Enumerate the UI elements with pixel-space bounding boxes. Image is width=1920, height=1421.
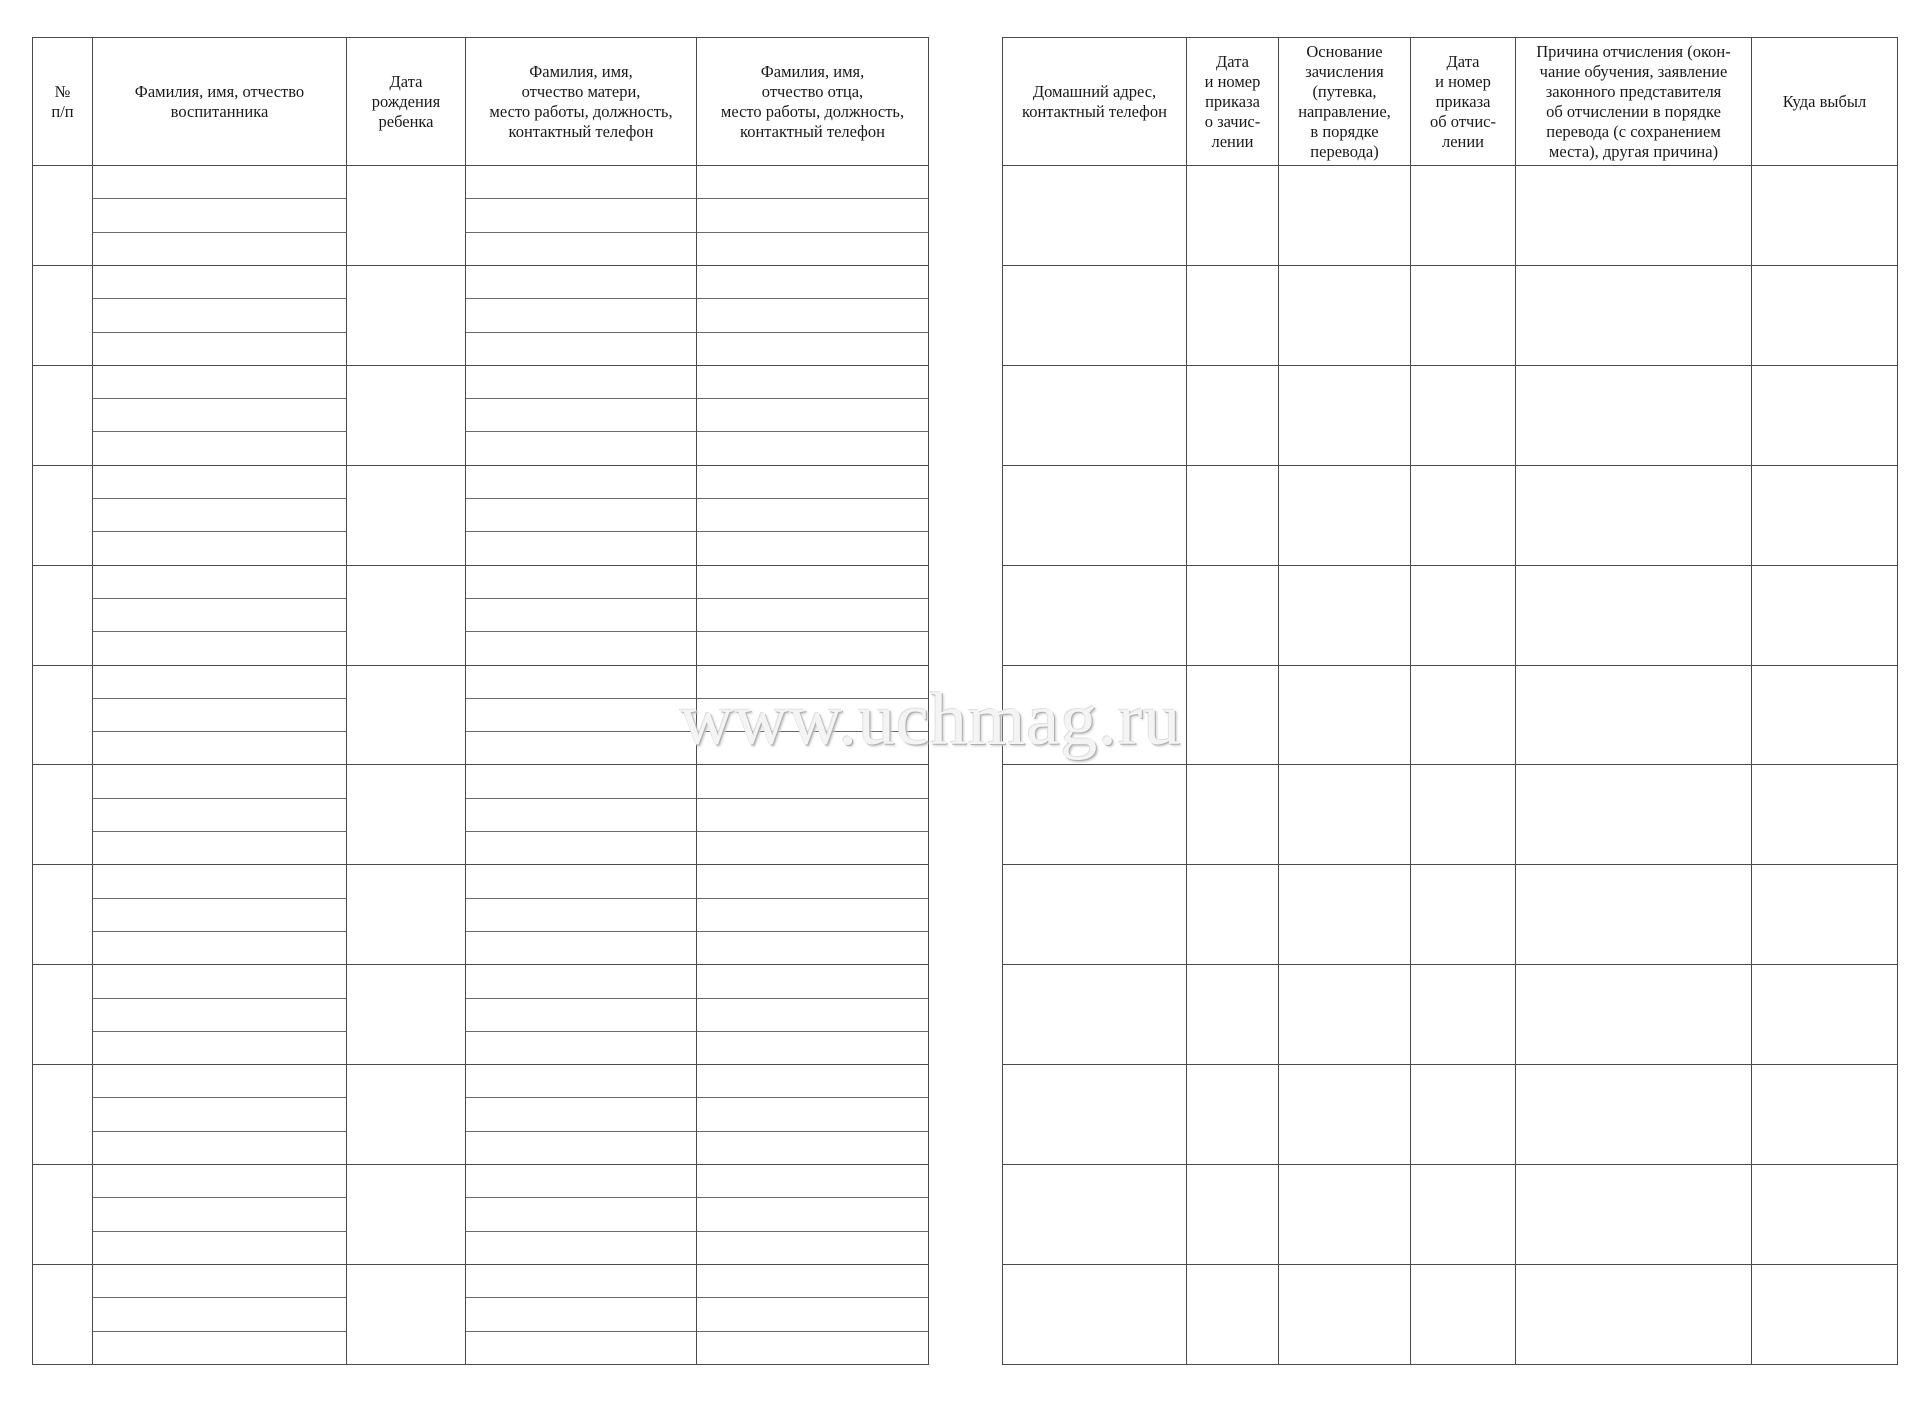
cell-number[interactable] bbox=[33, 465, 93, 565]
cell-expulsion-reason[interactable] bbox=[1516, 565, 1752, 665]
ruled-line[interactable] bbox=[93, 399, 346, 432]
cell-home-address[interactable] bbox=[1003, 865, 1187, 965]
ruled-line[interactable] bbox=[697, 732, 928, 764]
table-row bbox=[33, 1065, 929, 1165]
cell-expulsion-order[interactable] bbox=[1411, 1264, 1516, 1364]
cell-birth-date[interactable] bbox=[347, 865, 466, 965]
ruled-line[interactable] bbox=[93, 1065, 346, 1098]
table-row bbox=[33, 166, 929, 266]
right-page bbox=[1002, 37, 1897, 1365]
cell-number[interactable] bbox=[33, 365, 93, 465]
ruled-line[interactable] bbox=[697, 333, 928, 365]
cell-enrollment-order[interactable] bbox=[1187, 465, 1279, 565]
cell-child-name[interactable] bbox=[93, 1264, 347, 1364]
ruled-line[interactable] bbox=[93, 666, 346, 699]
cell-number[interactable] bbox=[33, 1264, 93, 1364]
ruled-line[interactable] bbox=[466, 566, 696, 599]
ruled-line[interactable] bbox=[93, 1265, 346, 1298]
ruled-line[interactable] bbox=[697, 699, 928, 732]
cell-father-info[interactable] bbox=[697, 1065, 929, 1165]
cell-mother-info[interactable] bbox=[466, 166, 697, 266]
ruled-line[interactable] bbox=[93, 999, 346, 1032]
ruled-line[interactable] bbox=[697, 1165, 928, 1198]
ruled-line[interactable] bbox=[93, 865, 346, 898]
cell-home-address[interactable] bbox=[1003, 765, 1187, 865]
cell-enrollment-basis[interactable] bbox=[1279, 365, 1411, 465]
header-expulsion-order: Дата и номер приказа об отчис- лении bbox=[1411, 38, 1516, 166]
cell-expulsion-order[interactable] bbox=[1411, 565, 1516, 665]
ruled-line[interactable] bbox=[93, 333, 346, 365]
header-birth-date: Дата рождения ребенка bbox=[347, 38, 466, 166]
cell-expulsion-reason[interactable] bbox=[1516, 166, 1752, 266]
cell-father-info[interactable] bbox=[697, 265, 929, 365]
cell-father-info[interactable] bbox=[697, 365, 929, 465]
cell-destination[interactable] bbox=[1752, 565, 1898, 665]
left-header-row bbox=[33, 38, 929, 166]
cell-enrollment-order[interactable] bbox=[1187, 265, 1279, 365]
ruled-line[interactable] bbox=[93, 765, 346, 798]
ruled-line[interactable] bbox=[93, 1032, 346, 1064]
cell-expulsion-order[interactable] bbox=[1411, 765, 1516, 865]
cell-home-address[interactable] bbox=[1003, 665, 1187, 765]
header-child-name: Фамилия, имя, отчество воспитанника bbox=[93, 38, 347, 166]
ruled-line[interactable] bbox=[466, 899, 696, 932]
cell-home-address[interactable] bbox=[1003, 1065, 1187, 1165]
cell-birth-date[interactable] bbox=[347, 565, 466, 665]
cell-home-address[interactable] bbox=[1003, 265, 1187, 365]
ruled-line[interactable] bbox=[697, 233, 928, 265]
ruled-line[interactable] bbox=[93, 1098, 346, 1131]
cell-expulsion-reason[interactable] bbox=[1516, 265, 1752, 365]
ruled-line[interactable] bbox=[93, 499, 346, 532]
ruled-line[interactable] bbox=[697, 1332, 928, 1364]
ruled-line[interactable] bbox=[93, 566, 346, 599]
left-register-table bbox=[32, 37, 929, 1365]
ruled-line[interactable] bbox=[466, 199, 696, 232]
right-register-table bbox=[1002, 37, 1898, 1365]
ruled-line[interactable] bbox=[697, 299, 928, 332]
cell-home-address[interactable] bbox=[1003, 1165, 1187, 1265]
cell-father-info[interactable] bbox=[697, 166, 929, 266]
table-row bbox=[1003, 865, 1898, 965]
cell-birth-date[interactable] bbox=[347, 1264, 466, 1364]
cell-enrollment-basis[interactable] bbox=[1279, 665, 1411, 765]
ruled-line[interactable] bbox=[466, 1232, 696, 1264]
table-row bbox=[33, 1165, 929, 1265]
cell-expulsion-order[interactable] bbox=[1411, 665, 1516, 765]
left-page bbox=[32, 37, 928, 1365]
cell-expulsion-order[interactable] bbox=[1411, 1165, 1516, 1265]
ruled-line[interactable] bbox=[466, 666, 696, 699]
ruled-line[interactable] bbox=[93, 732, 346, 764]
cell-enrollment-basis[interactable] bbox=[1279, 1264, 1411, 1364]
cell-expulsion-reason[interactable] bbox=[1516, 665, 1752, 765]
ruled-line[interactable] bbox=[466, 399, 696, 432]
cell-expulsion-reason[interactable] bbox=[1516, 1264, 1752, 1364]
ruled-line[interactable] bbox=[697, 899, 928, 932]
table-row bbox=[1003, 1065, 1898, 1165]
ruled-line[interactable] bbox=[93, 432, 346, 464]
cell-father-info[interactable] bbox=[697, 665, 929, 765]
cell-expulsion-order[interactable] bbox=[1411, 365, 1516, 465]
cell-destination[interactable] bbox=[1752, 965, 1898, 1065]
cell-birth-date[interactable] bbox=[347, 665, 466, 765]
table-row bbox=[1003, 1264, 1898, 1364]
cell-mother-info[interactable] bbox=[466, 865, 697, 965]
ruled-line[interactable] bbox=[466, 865, 696, 898]
ruled-line[interactable] bbox=[93, 599, 346, 632]
ruled-line[interactable] bbox=[93, 166, 346, 199]
header-father-info: Фамилия, имя, отчество отца, место работы, должность, контактный телефон bbox=[697, 38, 929, 166]
ruled-line[interactable] bbox=[93, 299, 346, 332]
cell-enrollment-order[interactable] bbox=[1187, 565, 1279, 665]
cell-number[interactable] bbox=[33, 565, 93, 665]
right-register-body bbox=[1003, 166, 1898, 1365]
ruled-line[interactable] bbox=[466, 233, 696, 265]
table-row bbox=[33, 465, 929, 565]
cell-number[interactable] bbox=[33, 265, 93, 365]
ruled-line[interactable] bbox=[697, 599, 928, 632]
cell-expulsion-order[interactable] bbox=[1411, 965, 1516, 1065]
cell-destination[interactable] bbox=[1752, 465, 1898, 565]
ruled-line[interactable] bbox=[93, 799, 346, 832]
cell-father-info[interactable] bbox=[697, 565, 929, 665]
cell-father-info[interactable] bbox=[697, 865, 929, 965]
cell-enrollment-basis[interactable] bbox=[1279, 1165, 1411, 1265]
ruled-line[interactable] bbox=[93, 199, 346, 232]
cell-enrollment-basis[interactable] bbox=[1279, 265, 1411, 365]
cell-enrollment-basis[interactable] bbox=[1279, 965, 1411, 1065]
cell-number[interactable] bbox=[33, 765, 93, 865]
cell-enrollment-order[interactable] bbox=[1187, 765, 1279, 865]
cell-destination[interactable] bbox=[1752, 765, 1898, 865]
ruled-line[interactable] bbox=[697, 432, 928, 464]
cell-child-name[interactable] bbox=[93, 765, 347, 865]
ruled-line[interactable] bbox=[697, 466, 928, 499]
cell-home-address[interactable] bbox=[1003, 166, 1187, 266]
ruled-line[interactable] bbox=[697, 799, 928, 832]
cell-mother-info[interactable] bbox=[466, 365, 697, 465]
table-row bbox=[1003, 365, 1898, 465]
header-destination: Куда выбыл bbox=[1752, 38, 1898, 166]
cell-mother-info[interactable] bbox=[466, 1264, 697, 1364]
cell-mother-info[interactable] bbox=[466, 765, 697, 865]
cell-mother-info[interactable] bbox=[466, 1165, 697, 1265]
cell-expulsion-order[interactable] bbox=[1411, 465, 1516, 565]
cell-expulsion-reason[interactable] bbox=[1516, 1165, 1752, 1265]
ruled-line[interactable] bbox=[93, 532, 346, 564]
cell-birth-date[interactable] bbox=[347, 965, 466, 1065]
cell-father-info[interactable] bbox=[697, 465, 929, 565]
header-number: № п/п bbox=[33, 38, 93, 166]
ruled-line[interactable] bbox=[697, 399, 928, 432]
ruled-line[interactable] bbox=[93, 1298, 346, 1331]
header-enrollment-basis: Основание зачисления (путевка, направление, в порядке перевода) bbox=[1279, 38, 1411, 166]
ruled-line[interactable] bbox=[466, 532, 696, 564]
ruled-line[interactable] bbox=[466, 832, 696, 864]
ruled-line[interactable] bbox=[466, 1098, 696, 1131]
cell-destination[interactable] bbox=[1752, 865, 1898, 965]
ruled-line[interactable] bbox=[697, 1232, 928, 1264]
cell-home-address[interactable] bbox=[1003, 465, 1187, 565]
header-mother-info: Фамилия, имя, отчество матери, место работы, должность, контактный телефон bbox=[466, 38, 697, 166]
header-expulsion-reason: Причина отчисления (окон- чание обучения, заявление законного представителя об отчислении в порядке перевода (с сохранением места), другая причина) bbox=[1516, 38, 1752, 166]
cell-child-name[interactable] bbox=[93, 465, 347, 565]
cell-birth-date[interactable] bbox=[347, 1065, 466, 1165]
ruled-line[interactable] bbox=[697, 532, 928, 564]
cell-enrollment-order[interactable] bbox=[1187, 1165, 1279, 1265]
ruled-line[interactable] bbox=[466, 1265, 696, 1298]
table-row bbox=[33, 865, 929, 965]
ruled-line[interactable] bbox=[697, 1298, 928, 1331]
cell-child-name[interactable] bbox=[93, 1065, 347, 1165]
table-row bbox=[33, 665, 929, 765]
cell-number[interactable] bbox=[33, 965, 93, 1065]
ruled-line[interactable] bbox=[466, 266, 696, 299]
watermark: www.uchmag.ru bbox=[680, 679, 1182, 761]
cell-enrollment-basis[interactable] bbox=[1279, 1065, 1411, 1165]
ruled-line[interactable] bbox=[466, 333, 696, 365]
cell-enrollment-order[interactable] bbox=[1187, 1264, 1279, 1364]
cell-expulsion-reason[interactable] bbox=[1516, 465, 1752, 565]
ruled-line[interactable] bbox=[697, 832, 928, 864]
cell-father-info[interactable] bbox=[697, 965, 929, 1065]
table-row bbox=[1003, 565, 1898, 665]
cell-enrollment-order[interactable] bbox=[1187, 365, 1279, 465]
cell-birth-date[interactable] bbox=[347, 765, 466, 865]
cell-father-info[interactable] bbox=[697, 1264, 929, 1364]
ruled-line[interactable] bbox=[697, 932, 928, 964]
cell-enrollment-order[interactable] bbox=[1187, 965, 1279, 1065]
cell-enrollment-order[interactable] bbox=[1187, 166, 1279, 266]
ruled-line[interactable] bbox=[697, 1265, 928, 1298]
cell-expulsion-reason[interactable] bbox=[1516, 865, 1752, 965]
cell-enrollment-basis[interactable] bbox=[1279, 166, 1411, 266]
table-row bbox=[33, 765, 929, 865]
cell-expulsion-order[interactable] bbox=[1411, 865, 1516, 965]
ruled-line[interactable] bbox=[466, 732, 696, 764]
ruled-line[interactable] bbox=[697, 666, 928, 699]
ruled-line[interactable] bbox=[93, 832, 346, 864]
ruled-line[interactable] bbox=[466, 1132, 696, 1164]
ruled-line[interactable] bbox=[466, 466, 696, 499]
table-row bbox=[33, 365, 929, 465]
ruled-line[interactable] bbox=[697, 499, 928, 532]
table-row bbox=[33, 1264, 929, 1364]
ruled-line[interactable] bbox=[93, 366, 346, 399]
cell-destination[interactable] bbox=[1752, 665, 1898, 765]
cell-child-name[interactable] bbox=[93, 1165, 347, 1265]
ruled-line[interactable] bbox=[93, 699, 346, 732]
cell-enrollment-basis[interactable] bbox=[1279, 765, 1411, 865]
cell-destination[interactable] bbox=[1752, 1065, 1898, 1165]
ruled-line[interactable] bbox=[466, 1332, 696, 1364]
right-header-row bbox=[1003, 38, 1898, 166]
ruled-line[interactable] bbox=[697, 366, 928, 399]
ruled-line[interactable] bbox=[697, 566, 928, 599]
cell-expulsion-order[interactable] bbox=[1411, 1065, 1516, 1165]
cell-mother-info[interactable] bbox=[466, 265, 697, 365]
cell-destination[interactable] bbox=[1752, 265, 1898, 365]
cell-child-name[interactable] bbox=[93, 265, 347, 365]
table-row bbox=[1003, 965, 1898, 1065]
cell-enrollment-basis[interactable] bbox=[1279, 865, 1411, 965]
ruled-line[interactable] bbox=[697, 765, 928, 798]
left-register-body bbox=[33, 166, 929, 1365]
ruled-line[interactable] bbox=[466, 366, 696, 399]
cell-enrollment-order[interactable] bbox=[1187, 1065, 1279, 1165]
cell-mother-info[interactable] bbox=[466, 465, 697, 565]
ruled-line[interactable] bbox=[466, 1165, 696, 1198]
cell-enrollment-order[interactable] bbox=[1187, 665, 1279, 765]
ruled-line[interactable] bbox=[466, 1032, 696, 1064]
cell-mother-info[interactable] bbox=[466, 565, 697, 665]
cell-birth-date[interactable] bbox=[347, 365, 466, 465]
table-row bbox=[1003, 166, 1898, 266]
cell-expulsion-reason[interactable] bbox=[1516, 1065, 1752, 1165]
ruled-line[interactable] bbox=[697, 1065, 928, 1098]
cell-destination[interactable] bbox=[1752, 166, 1898, 266]
ruled-line[interactable] bbox=[93, 899, 346, 932]
ruled-line[interactable] bbox=[697, 1132, 928, 1164]
cell-home-address[interactable] bbox=[1003, 565, 1187, 665]
cell-number[interactable] bbox=[33, 166, 93, 266]
cell-birth-date[interactable] bbox=[347, 1165, 466, 1265]
ruled-line[interactable] bbox=[466, 699, 696, 732]
cell-father-info[interactable] bbox=[697, 765, 929, 865]
ruled-line[interactable] bbox=[466, 999, 696, 1032]
ruled-line[interactable] bbox=[93, 1132, 346, 1164]
cell-birth-date[interactable] bbox=[347, 265, 466, 365]
cell-number[interactable] bbox=[33, 1165, 93, 1265]
ruled-line[interactable] bbox=[466, 166, 696, 199]
cell-birth-date[interactable] bbox=[347, 166, 466, 266]
cell-mother-info[interactable] bbox=[466, 665, 697, 765]
cell-number[interactable] bbox=[33, 665, 93, 765]
cell-number[interactable] bbox=[33, 1065, 93, 1165]
ruled-line[interactable] bbox=[93, 466, 346, 499]
cell-child-name[interactable] bbox=[93, 965, 347, 1065]
cell-enrollment-basis[interactable] bbox=[1279, 465, 1411, 565]
ruled-line[interactable] bbox=[697, 865, 928, 898]
cell-child-name[interactable] bbox=[93, 166, 347, 266]
ruled-line[interactable] bbox=[93, 1198, 346, 1231]
cell-number[interactable] bbox=[33, 865, 93, 965]
ruled-line[interactable] bbox=[697, 266, 928, 299]
table-row bbox=[1003, 1165, 1898, 1265]
cell-expulsion-order[interactable] bbox=[1411, 166, 1516, 266]
cell-child-name[interactable] bbox=[93, 665, 347, 765]
ruled-line[interactable] bbox=[466, 299, 696, 332]
cell-destination[interactable] bbox=[1752, 365, 1898, 465]
cell-destination[interactable] bbox=[1752, 1264, 1898, 1364]
ruled-line[interactable] bbox=[93, 1165, 346, 1198]
ruled-line[interactable] bbox=[93, 632, 346, 664]
ruled-line[interactable] bbox=[93, 266, 346, 299]
ruled-line[interactable] bbox=[697, 965, 928, 998]
header-home-address: Домашний адрес, контактный телефон bbox=[1003, 38, 1187, 166]
ruled-line[interactable] bbox=[466, 932, 696, 964]
ruled-line[interactable] bbox=[697, 1032, 928, 1064]
ruled-line[interactable] bbox=[93, 932, 346, 964]
ruled-line[interactable] bbox=[466, 1198, 696, 1231]
cell-expulsion-reason[interactable] bbox=[1516, 765, 1752, 865]
table-row bbox=[1003, 765, 1898, 865]
cell-birth-date[interactable] bbox=[347, 465, 466, 565]
ruled-line[interactable] bbox=[466, 1298, 696, 1331]
table-row bbox=[1003, 465, 1898, 565]
table-row bbox=[33, 965, 929, 1065]
cell-expulsion-reason[interactable] bbox=[1516, 365, 1752, 465]
ruled-line[interactable] bbox=[697, 166, 928, 199]
table-row bbox=[33, 265, 929, 365]
cell-father-info[interactable] bbox=[697, 1165, 929, 1265]
cell-expulsion-reason[interactable] bbox=[1516, 965, 1752, 1065]
ruled-line[interactable] bbox=[466, 599, 696, 632]
cell-home-address[interactable] bbox=[1003, 965, 1187, 1065]
cell-mother-info[interactable] bbox=[466, 965, 697, 1065]
ruled-line[interactable] bbox=[466, 965, 696, 998]
cell-enrollment-order[interactable] bbox=[1187, 865, 1279, 965]
ruled-line[interactable] bbox=[697, 999, 928, 1032]
cell-home-address[interactable] bbox=[1003, 365, 1187, 465]
ruled-line[interactable] bbox=[697, 632, 928, 664]
ruled-line[interactable] bbox=[466, 1065, 696, 1098]
table-row bbox=[1003, 665, 1898, 765]
cell-child-name[interactable] bbox=[93, 365, 347, 465]
ruled-line[interactable] bbox=[466, 632, 696, 664]
table-row bbox=[1003, 265, 1898, 365]
cell-home-address[interactable] bbox=[1003, 1264, 1187, 1364]
cell-enrollment-basis[interactable] bbox=[1279, 565, 1411, 665]
ruled-line[interactable] bbox=[697, 199, 928, 232]
cell-mother-info[interactable] bbox=[466, 1065, 697, 1165]
cell-child-name[interactable] bbox=[93, 865, 347, 965]
ruled-line[interactable] bbox=[466, 765, 696, 798]
cell-destination[interactable] bbox=[1752, 1165, 1898, 1265]
ruled-line[interactable] bbox=[697, 1198, 928, 1231]
ruled-line[interactable] bbox=[697, 1098, 928, 1131]
header-enrollment-order: Дата и номер приказа о зачис- лении bbox=[1187, 38, 1279, 166]
cell-child-name[interactable] bbox=[93, 565, 347, 665]
ruled-line[interactable] bbox=[466, 499, 696, 532]
ruled-line[interactable] bbox=[93, 1332, 346, 1364]
ruled-line[interactable] bbox=[93, 1232, 346, 1264]
ruled-line[interactable] bbox=[93, 965, 346, 998]
table-row bbox=[33, 565, 929, 665]
cell-expulsion-order[interactable] bbox=[1411, 265, 1516, 365]
ruled-line[interactable] bbox=[466, 799, 696, 832]
ruled-line[interactable] bbox=[466, 432, 696, 464]
ruled-line[interactable] bbox=[93, 233, 346, 265]
